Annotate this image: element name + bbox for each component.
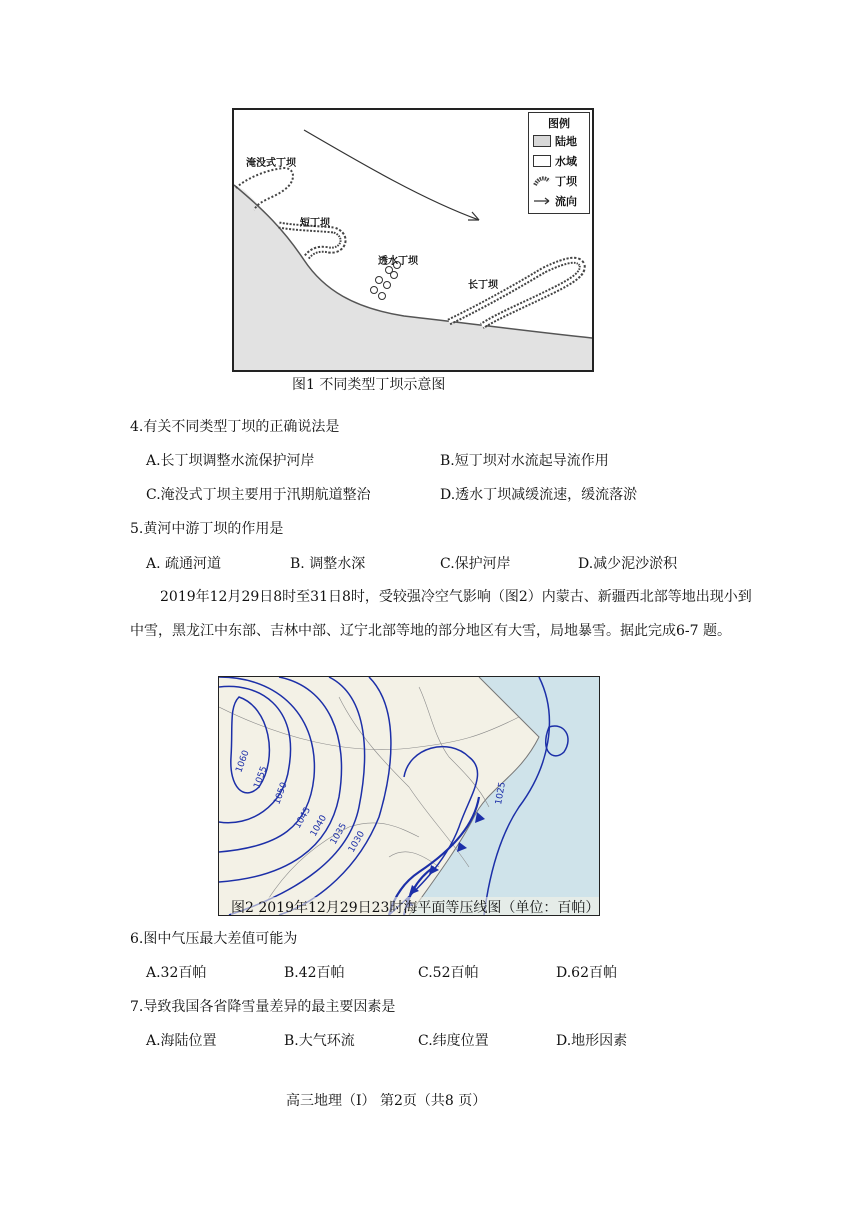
question-6-option-a: A.32百帕 [146, 965, 207, 981]
figure-2-caption: 图2 2019年12月29日23时海平面等压线图（单位：百帕） [231, 897, 599, 916]
isobar-label-1055: 1055 [252, 765, 270, 791]
question-6-stem: 6.图中气压最大差值可能为 [130, 931, 298, 947]
land-swatch-icon [533, 135, 551, 147]
question-6-option-d: D.62百帕 [556, 965, 617, 981]
question-7-stem: 7.导致我国各省降雪量差异的最主要因素是 [130, 999, 396, 1015]
passage-line-2: 中雪，黑龙江中东部、吉林中部、辽宁北部等地的部分地区有大雪，局地暴雪。据此完成6-7 题。 [130, 623, 731, 639]
legend-item-water: 水域 [529, 151, 589, 171]
question-5-option-b: B. 调整水深 [290, 556, 366, 572]
question-4-option-d: D.透水丁坝减缓流速，缓流落淤 [440, 487, 638, 503]
figure-1-caption: 图1 不同类型丁坝示意图 [292, 377, 446, 393]
label-submerged-groyne: 淹没式丁坝 [246, 158, 296, 169]
isobar-label-1035: 1035 [328, 821, 350, 847]
question-4-option-a: A.长丁坝调整水流保护河岸 [146, 453, 315, 469]
arrow-icon [533, 195, 551, 207]
question-7-option-a: A.海陆位置 [146, 1033, 217, 1049]
legend-item-groyne: 丁坝 [529, 171, 589, 191]
question-6-option-b: B.42百帕 [284, 965, 345, 981]
isobar-map [219, 677, 599, 915]
page-footer: 高三地理（I） 第2页（共8 页） [286, 1093, 487, 1109]
water-swatch-icon [533, 155, 551, 167]
question-4-stem: 4.有关不同类型丁坝的正确说法是 [130, 419, 340, 435]
figure-1-groyne-diagram [232, 108, 594, 372]
question-7-option-d: D.地形因素 [556, 1033, 628, 1049]
question-4-option-c: C.淹没式丁坝主要用于汛期航道整治 [146, 487, 371, 503]
isobar-label-1045: 1045 [292, 805, 314, 831]
figure-2-isobar-map [218, 676, 600, 916]
label-permeable-groyne: 透水丁坝 [378, 256, 418, 267]
question-5-option-a: A. 疏通河道 [146, 556, 222, 572]
question-6-option-c: C.52百帕 [418, 965, 479, 981]
question-7-option-c: C.纬度位置 [418, 1033, 489, 1049]
isobar-label-1050: 1050 [272, 781, 290, 807]
label-short-groyne: 短丁坝 [300, 218, 330, 229]
question-4-option-b: B.短丁坝对水流起导流作用 [440, 453, 609, 469]
question-5-option-c: C.保护河岸 [440, 556, 511, 572]
groyne-swatch-icon [533, 175, 551, 187]
passage-line-1: 2019年12月29日8时至31日8时，受较强冷空气影响（图2）内蒙古、新疆西北部等地出现小到 [160, 589, 752, 605]
figure-1-legend [528, 112, 590, 214]
isobar-label-1030: 1030 [346, 829, 368, 855]
legend-title: 图例 [548, 117, 570, 130]
isobar-label-1025: 1025 [494, 781, 508, 806]
question-7-option-b: B.大气环流 [284, 1033, 355, 1049]
legend-item-land: 陆地 [529, 131, 589, 151]
isobar-label-1040: 1040 [308, 813, 330, 839]
legend-item-flow: 流向 [529, 191, 589, 211]
question-5-option-d: D.减少泥沙淤积 [578, 556, 678, 572]
label-long-groyne: 长丁坝 [468, 280, 498, 291]
isobar-label-1060: 1060 [234, 749, 252, 775]
question-5-stem: 5.黄河中游丁坝的作用是 [130, 521, 284, 537]
